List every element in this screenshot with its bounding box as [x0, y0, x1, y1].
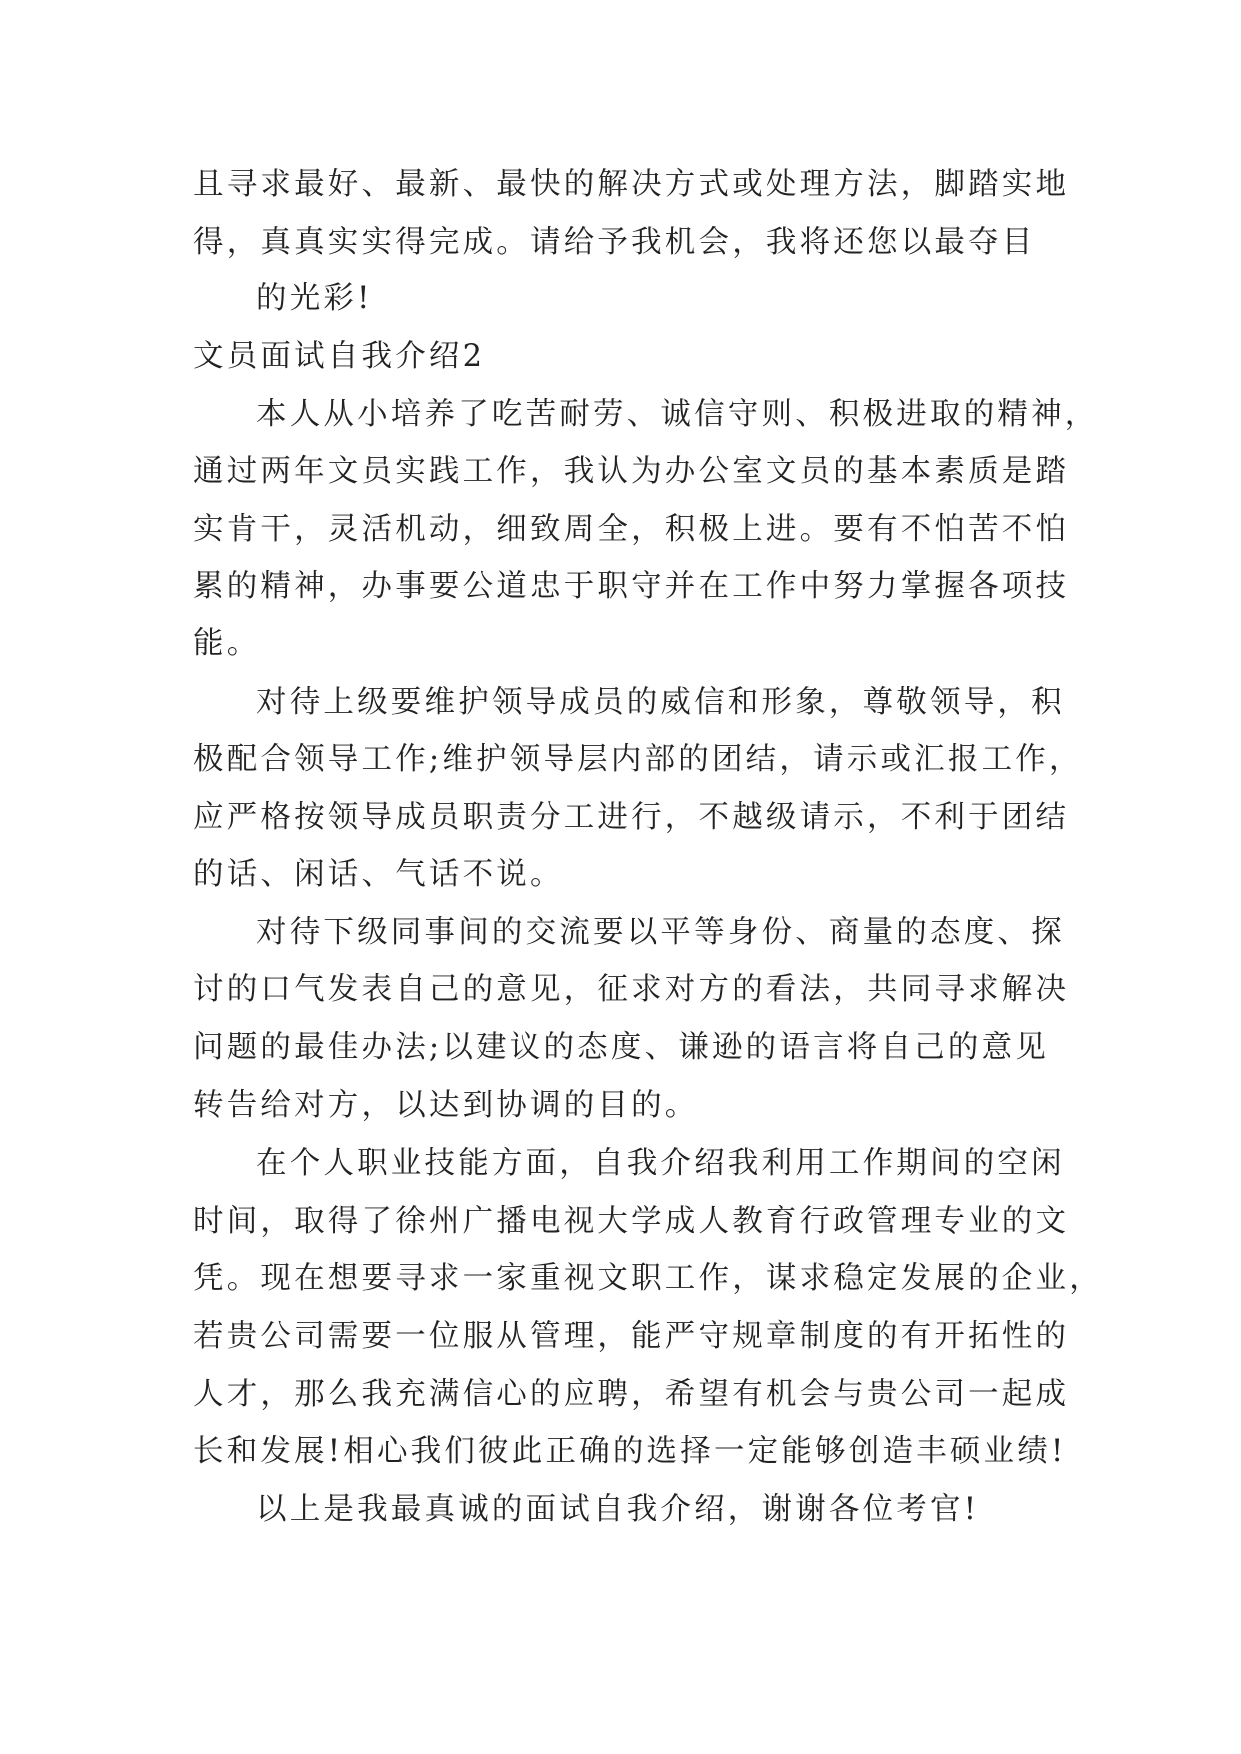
paragraph-line: 凭。现在想要寻求一家重视文职工作，谋求稳定发展的企业，	[193, 1261, 1103, 1296]
paragraph-line: 转告给对方，以达到协调的目的。	[193, 1088, 699, 1123]
paragraph-line: 且寻求最好、最新、最快的解决方式或处理方法，脚踏实地	[193, 167, 1070, 202]
paragraph-line: 能。	[193, 626, 261, 661]
paragraph-line: 实肯干，灵活机动，细致周全，积极上进。要有不怕苦不怕	[193, 512, 1070, 547]
paragraph-line: 本人从小培养了吃苦耐劳、诚信守则、积极进取的精神，	[256, 397, 1099, 432]
paragraph-line: 以上是我最真诚的面试自我介绍，谢谢各位考官!	[256, 1492, 980, 1527]
paragraph-line: 通过两年文员实践工作，我认为办公室文员的基本素质是踏	[193, 454, 1070, 489]
paragraph-line: 极配合领导工作;维护领导层内部的团结，请示或汇报工作，	[193, 742, 1083, 777]
paragraph-line: 人才，那么我充满信心的应聘，希望有机会与贵公司一起成	[193, 1377, 1070, 1412]
section-heading: 文员面试自我介绍2	[193, 339, 486, 374]
paragraph-line: 长和发展!相心我们彼此正确的选择一定能够创造丰硕业绩!	[193, 1434, 1067, 1469]
paragraph-line: 在个人职业技能方面，自我介绍我利用工作期间的空闲	[256, 1146, 1065, 1181]
paragraph-line: 对待上级要维护领导成员的威信和形象，尊敬领导，积	[256, 685, 1065, 720]
paragraph-line: 时间，取得了徐州广播电视大学成人教育行政管理专业的文	[193, 1204, 1070, 1239]
paragraph-line: 应严格按领导成员职责分工进行，不越级请示，不利于团结	[193, 800, 1070, 835]
paragraph-line: 的话、闲话、气话不说。	[193, 857, 564, 892]
paragraph-line: 对待下级同事间的交流要以平等身份、商量的态度、探	[256, 915, 1065, 950]
paragraph-line: 得，真真实实得完成。请给予我机会，我将还您以最夺目	[193, 225, 1036, 260]
paragraph-line: 的光彩!	[256, 281, 373, 316]
paragraph-line: 讨的口气发表自己的意见，征求对方的看法，共同寻求解决	[193, 972, 1070, 1007]
paragraph-line: 问题的最佳办法;以建议的态度、谦逊的语言将自己的意见	[193, 1030, 1049, 1065]
paragraph-line: 累的精神，办事要公道忠于职守并在工作中努力掌握各项技	[193, 569, 1070, 604]
paragraph-line: 若贵公司需要一位服从管理，能严守规章制度的有开拓性的	[193, 1319, 1070, 1354]
